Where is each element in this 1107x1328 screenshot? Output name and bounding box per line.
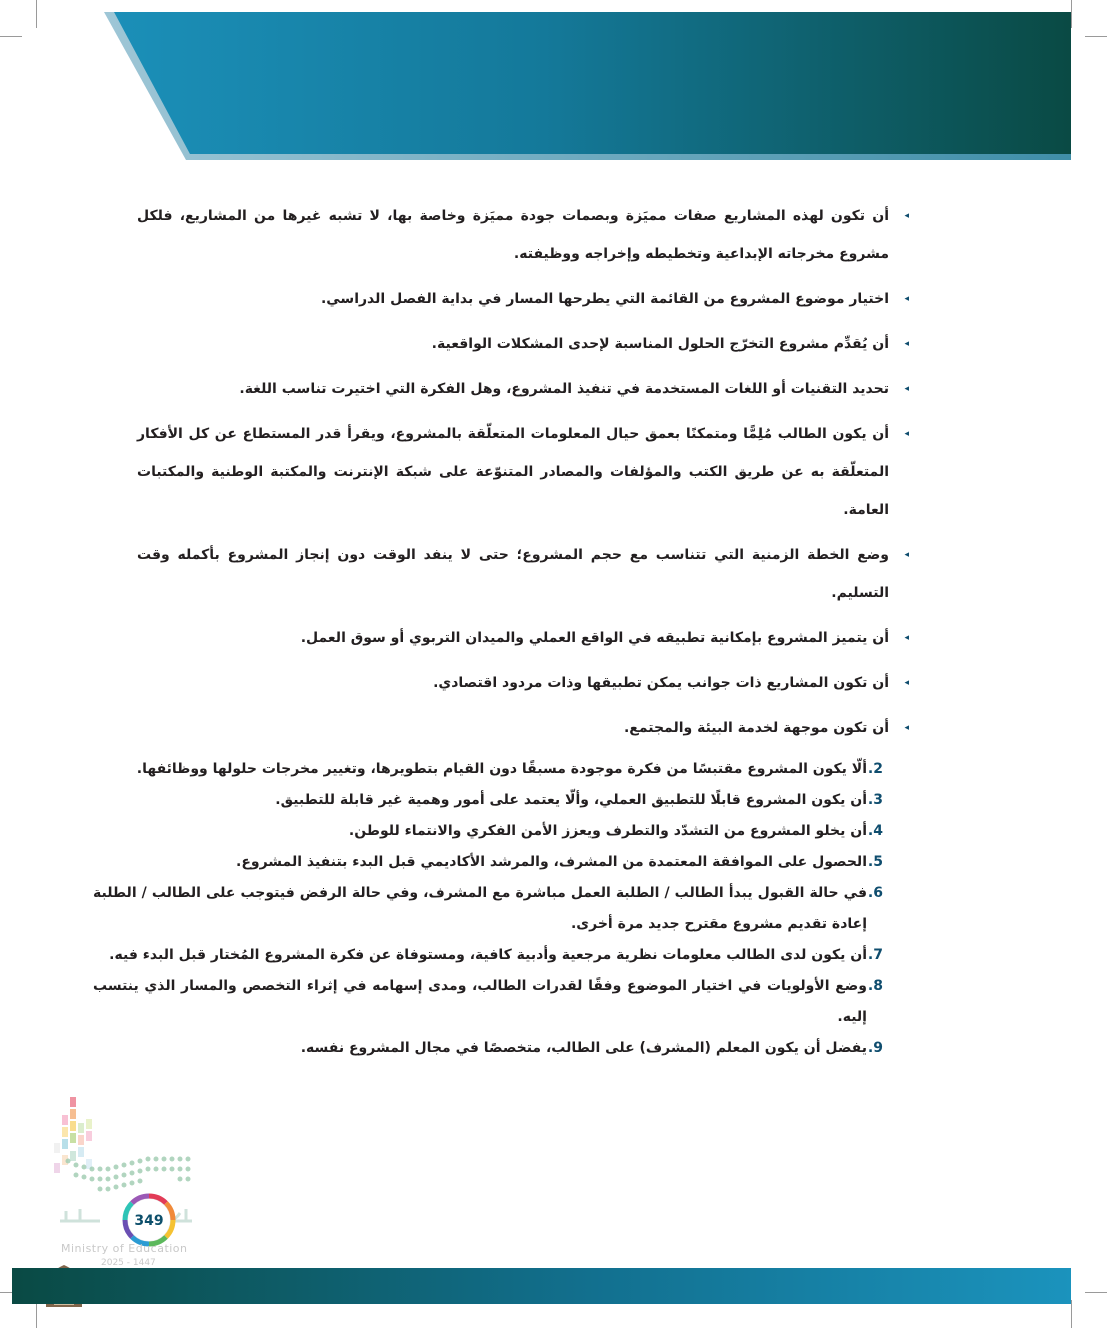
edition-year: 2025 - 1447 xyxy=(101,1258,156,1268)
bullet-icon: ◂ xyxy=(904,723,909,733)
ministry-name-en: Ministry of Education xyxy=(61,1242,188,1255)
numbered-list xyxy=(93,754,883,1064)
list-item: ◂ تحديد التقنيات أو اللغات المستخدمة في تنفيذ المشروع، وهل الفكرة التي اختيرت تناسب اللغة. xyxy=(137,370,889,408)
main-content xyxy=(93,197,909,1064)
numbered-item: 7. أن يكون لدى الطالب معلومات نظرية مرجعية وأدبية كافية، ومستوفاة عن فكرة المشروع المُختار قبل البدء فيه. xyxy=(109,947,883,963)
numbered-item: 6. في حالة القبول يبدأ الطالب / الطلبة العمل مباشرة مع المشرف، وفي حالة الرفض فيتوجب على الطالب / الطلبة إعادة تقديم مشروع مقترح جديد مرة أخرى. xyxy=(93,885,883,932)
list-item: ◂ أن تكون المشاريع ذات جوانب يمكن تطبيقها وذات مردود اقتصادي. xyxy=(137,664,889,702)
bullet-list xyxy=(137,197,909,747)
numbered-item: 9. يفضل أن يكون المعلم (المشرف) على الطالب، متخصصًا في مجال المشروع نفسه. xyxy=(300,1040,883,1056)
page-number: 349 xyxy=(134,1213,164,1229)
bullet-icon: ◂ xyxy=(904,550,909,560)
bullet-icon: ◂ xyxy=(904,633,909,643)
list-item: ◂ وضع الخطة الزمنية التي تتناسب مع حجم المشروع؛ حتى لا ينفد الوقت دون إنجاز المشروع بأكمله وقت التسليم. xyxy=(137,536,889,612)
numbered-item: 2. ألّا يكون المشروع مقتبسًا من فكرة موجودة مسبقًا دون القيام بتطويرها، وتغيير مخرجات حلولها ووظائفها. xyxy=(136,761,883,777)
bullet-icon: ◂ xyxy=(904,294,909,304)
bullet-icon: ◂ xyxy=(904,429,909,439)
bullet-icon: ◂ xyxy=(904,339,909,349)
list-item: ◂ أن يتميز المشروع بإمكانية تطبيقه في الواقع العملي والميدان التربوي أو سوق العمل. xyxy=(137,619,889,657)
list-item: ◂ أن يكون الطالب مُلِمًّا ومتمكنًا بعمق حيال المعلومات المتعلّقة بالمشروع، ويقرأ قدر المستطاع عن كل الأفكار المتعلّقة به عن طريق الكتب والمؤلفات والمصادر المتنوّعة على شبكة الإنترنت والمكتبة الوطنية والمكتبات العامة. xyxy=(137,415,889,529)
numbered-item: 8. وضع الأولويات في اختيار الموضوع وفقًا لقدرات الطالب، ومدى إسهامه في إثراء التخصص والمسار الذي ينتسب إليه. xyxy=(93,978,883,1025)
bullet-icon: ◂ xyxy=(904,211,909,221)
list-item: ◂ اختيار موضوع المشروع من القائمة التي يطرحها المسار في بداية الفصل الدراسي. xyxy=(137,280,889,318)
list-item: ◂ أن يُقدِّم مشروع التخرّج الحلول المناسبة لإحدى المشكلات الواقعية. xyxy=(137,325,889,363)
bullet-icon: ◂ xyxy=(904,384,909,394)
numbered-item: 5. الحصول على الموافقة المعتمدة من المشرف، والمرشد الأكاديمي قبل البدء بتنفيذ المشروع. xyxy=(236,854,883,870)
footer-band xyxy=(0,1266,1107,1314)
header-band xyxy=(0,0,1107,175)
list-item: ◂ أن تكون لهذه المشاريع صفات مميَزة وبصمات جودة مميَزة وخاصة بها، لا تشبه غيرها من المشاريع، فلكل مشروع مخرجاته الإبداعية وتخطيطه وإخراجه ووظيفته. xyxy=(137,197,889,273)
numbered-item: 4. أن يخلو المشروع من التشدّد والتطرف ويعزز الأمن الفكري والانتماء للوطن. xyxy=(348,823,883,839)
numbered-item: 3. أن يكون المشروع قابلًا للتطبيق العملي، وألّا يعتمد على أمور وهمية غير قابلة للتطبيق. xyxy=(275,792,883,808)
list-item: ◂ أن تكون موجهة لخدمة البيئة والمجتمع. xyxy=(137,709,889,747)
bullet-icon: ◂ xyxy=(904,678,909,688)
